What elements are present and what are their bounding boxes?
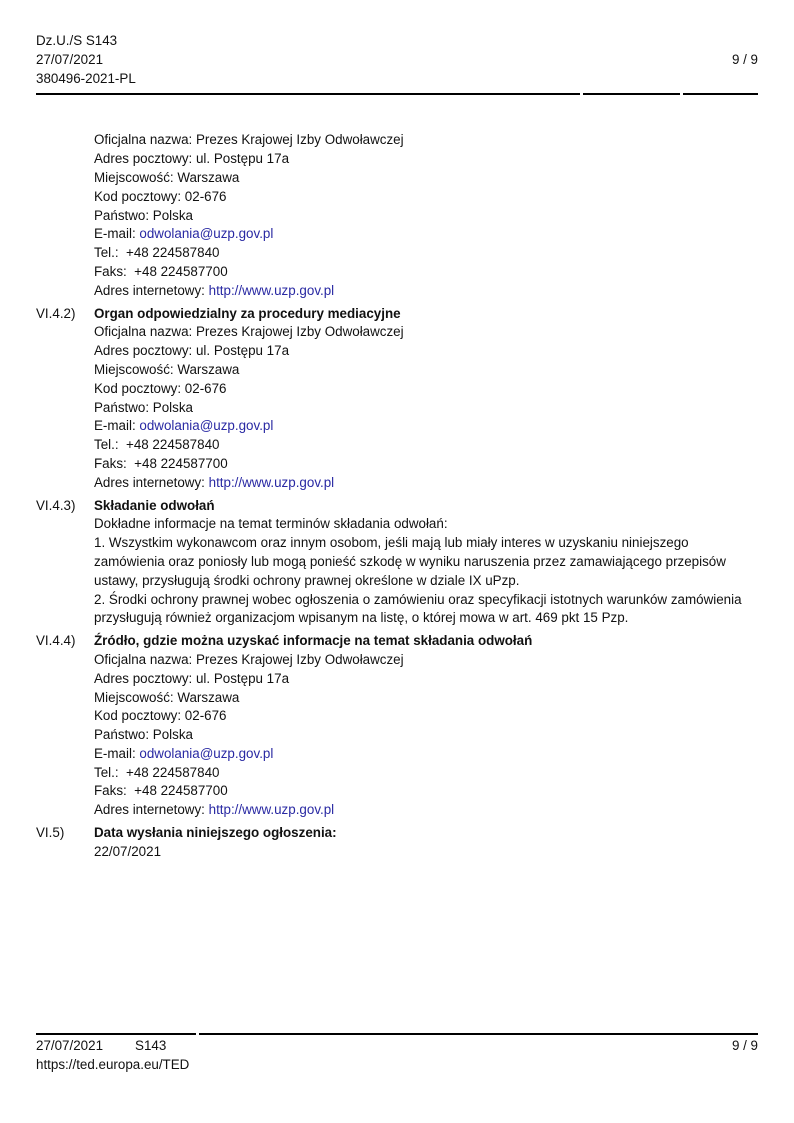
- text-line: [94, 670, 758, 689]
- line-text: E-mail:: [94, 745, 140, 761]
- text-line: [94, 263, 758, 282]
- text-line: [94, 244, 758, 263]
- text-line: [94, 534, 758, 590]
- footer-url: https://ted.europa.eu/TED: [36, 1056, 190, 1072]
- section-VI.4.4: [36, 632, 758, 820]
- line-text: Państwo: Polska: [94, 207, 193, 223]
- page-header: [36, 32, 758, 95]
- line-text: Kod pocztowy: 02-676: [94, 708, 227, 724]
- text-line: [94, 843, 758, 862]
- line-text: Tel.: +48 224587840: [94, 437, 220, 453]
- text-line: [94, 282, 758, 301]
- line-text: Adres pocztowy: ul. Postępu 17a: [94, 343, 290, 359]
- footer-page-indicator: 9 / 9: [731, 1038, 758, 1053]
- section-VI.4.3: [36, 497, 758, 629]
- section-heading: Źródło, gdzie można uzyskać informacje na temat składania odwołań: [94, 633, 533, 649]
- section-content: [94, 497, 758, 629]
- email-link[interactable]: odwolania@uzp.gov.pl: [139, 745, 274, 761]
- section-label: VI.4.4): [36, 633, 76, 649]
- header-page-indicator: 9 / 9: [731, 51, 758, 67]
- website-link[interactable]: http://www.uzp.gov.pl: [208, 474, 335, 490]
- section-label: VI.4.3): [36, 497, 76, 513]
- line-text: Adres internetowy:: [94, 802, 209, 818]
- header-rule-segment: [583, 93, 680, 95]
- line-text: Państwo: Polska: [94, 727, 193, 743]
- footer-series: S143: [135, 1038, 167, 1053]
- section-label: [36, 131, 94, 300]
- line-text: Miejscowość: Warszawa: [94, 169, 240, 185]
- line-text: Faks: +48 224587700: [94, 455, 228, 471]
- page-footer: [36, 1033, 758, 1075]
- text-line: [94, 207, 758, 226]
- line-text: Adres pocztowy: ul. Postępu 17a: [94, 151, 290, 167]
- line-text: Miejscowość: Warszawa: [94, 361, 240, 377]
- header-rule-segment: [36, 93, 580, 95]
- section-heading: Data wysłania niniejszego ogłoszenia:: [94, 825, 337, 841]
- header-date: 27/07/2021: [36, 51, 104, 67]
- line-text: Faks: +48 224587700: [94, 263, 228, 279]
- line-text: Dokładne informacje na temat terminów składania odwołań:: [94, 516, 448, 532]
- text-line: [94, 399, 758, 418]
- line-text: Tel.: +48 224587840: [94, 245, 220, 261]
- section-content: [94, 131, 758, 300]
- line-text: Kod pocztowy: 02-676: [94, 380, 227, 396]
- line-text: Adres pocztowy: ul. Postępu 17a: [94, 670, 290, 686]
- text-line: [94, 225, 758, 244]
- section-continued: [36, 131, 758, 300]
- header-rule-segment: [683, 93, 758, 95]
- section-label: VI.5): [36, 825, 65, 841]
- text-line: [94, 689, 758, 708]
- text-line: [94, 745, 758, 764]
- text-line: [94, 169, 758, 188]
- line-text: Oficjalna nazwa: Prezes Krajowej Izby Odwoławczej: [94, 651, 404, 667]
- section-label: VI.4.2): [36, 305, 76, 321]
- text-line: [94, 436, 758, 455]
- line-text: Miejscowość: Warszawa: [94, 689, 240, 705]
- line-text: Adres internetowy:: [94, 282, 209, 298]
- section-heading: Składanie odwołań: [94, 497, 215, 513]
- text-line: [94, 801, 758, 820]
- text-line: [94, 188, 758, 207]
- line-text: Tel.: +48 224587840: [94, 764, 220, 780]
- line-text: Oficjalna nazwa: Prezes Krajowej Izby Odwoławczej: [94, 324, 404, 340]
- section-VI.5: [36, 824, 758, 862]
- text-line: [94, 651, 758, 670]
- text-line: [94, 342, 758, 361]
- section-content: [94, 632, 758, 820]
- document-body: [36, 131, 758, 861]
- line-text: E-mail:: [94, 418, 140, 434]
- section-VI.4.2: [36, 305, 758, 493]
- text-line: [94, 726, 758, 745]
- header-journal: Dz.U./S S143: [36, 33, 118, 48]
- text-line: [94, 150, 758, 169]
- section-content: [94, 305, 758, 493]
- section-content: [94, 824, 758, 862]
- line-text: Państwo: Polska: [94, 399, 193, 415]
- text-line: [94, 782, 758, 801]
- line-text: Faks: +48 224587700: [94, 783, 228, 799]
- text-line: [94, 764, 758, 783]
- text-line: [94, 591, 758, 629]
- line-text: E-mail:: [94, 226, 140, 242]
- line-text: 2. Środki ochrony prawnej wobec ogłoszenia o zamówieniu oraz specyfikacji istotnych warunków zamówienia przysługują również organizacjom wpisanym na listę, o której mowa w art. 469 pkt 15 Pzp.: [94, 591, 746, 626]
- header-doc-number: 380496-2021-PL: [36, 70, 136, 86]
- email-link[interactable]: odwolania@uzp.gov.pl: [139, 226, 274, 242]
- line-text: 1. Wszystkim wykonawcom oraz innym osobom, jeśli mają lub miały interes w uzyskaniu niniejszego zamówienia oraz poniosły lub mogą ponieść szkodę w wyniku naruszenia przez zamawiającego przepisów ustawy, przysługują środki ochrony prawnej określone w dziale IX uPzp.: [94, 535, 730, 588]
- text-line: [94, 323, 758, 342]
- line-text: Oficjalna nazwa: Prezes Krajowej Izby Odwoławczej: [94, 132, 404, 148]
- line-text: 22/07/2021: [94, 843, 162, 859]
- text-line: [94, 515, 758, 534]
- website-link[interactable]: http://www.uzp.gov.pl: [208, 282, 335, 298]
- footer-rule: [36, 1033, 758, 1035]
- text-line: [94, 707, 758, 726]
- text-line: [94, 131, 758, 150]
- text-line: [94, 455, 758, 474]
- text-line: [94, 474, 758, 493]
- section-heading: Organ odpowiedzialny za procedury mediacyjne: [94, 305, 401, 321]
- footer-rule-segment: [36, 1033, 196, 1035]
- line-text: Kod pocztowy: 02-676: [94, 188, 227, 204]
- line-text: Adres internetowy:: [94, 474, 209, 490]
- text-line: [94, 361, 758, 380]
- email-link[interactable]: odwolania@uzp.gov.pl: [139, 418, 274, 434]
- text-line: [94, 417, 758, 436]
- website-link[interactable]: http://www.uzp.gov.pl: [208, 802, 335, 818]
- header-rule: [36, 93, 758, 95]
- footer-row: [36, 1037, 758, 1056]
- text-line: [94, 380, 758, 399]
- footer-rule-segment: [199, 1033, 758, 1035]
- footer-date: 27/07/2021: [36, 1038, 104, 1053]
